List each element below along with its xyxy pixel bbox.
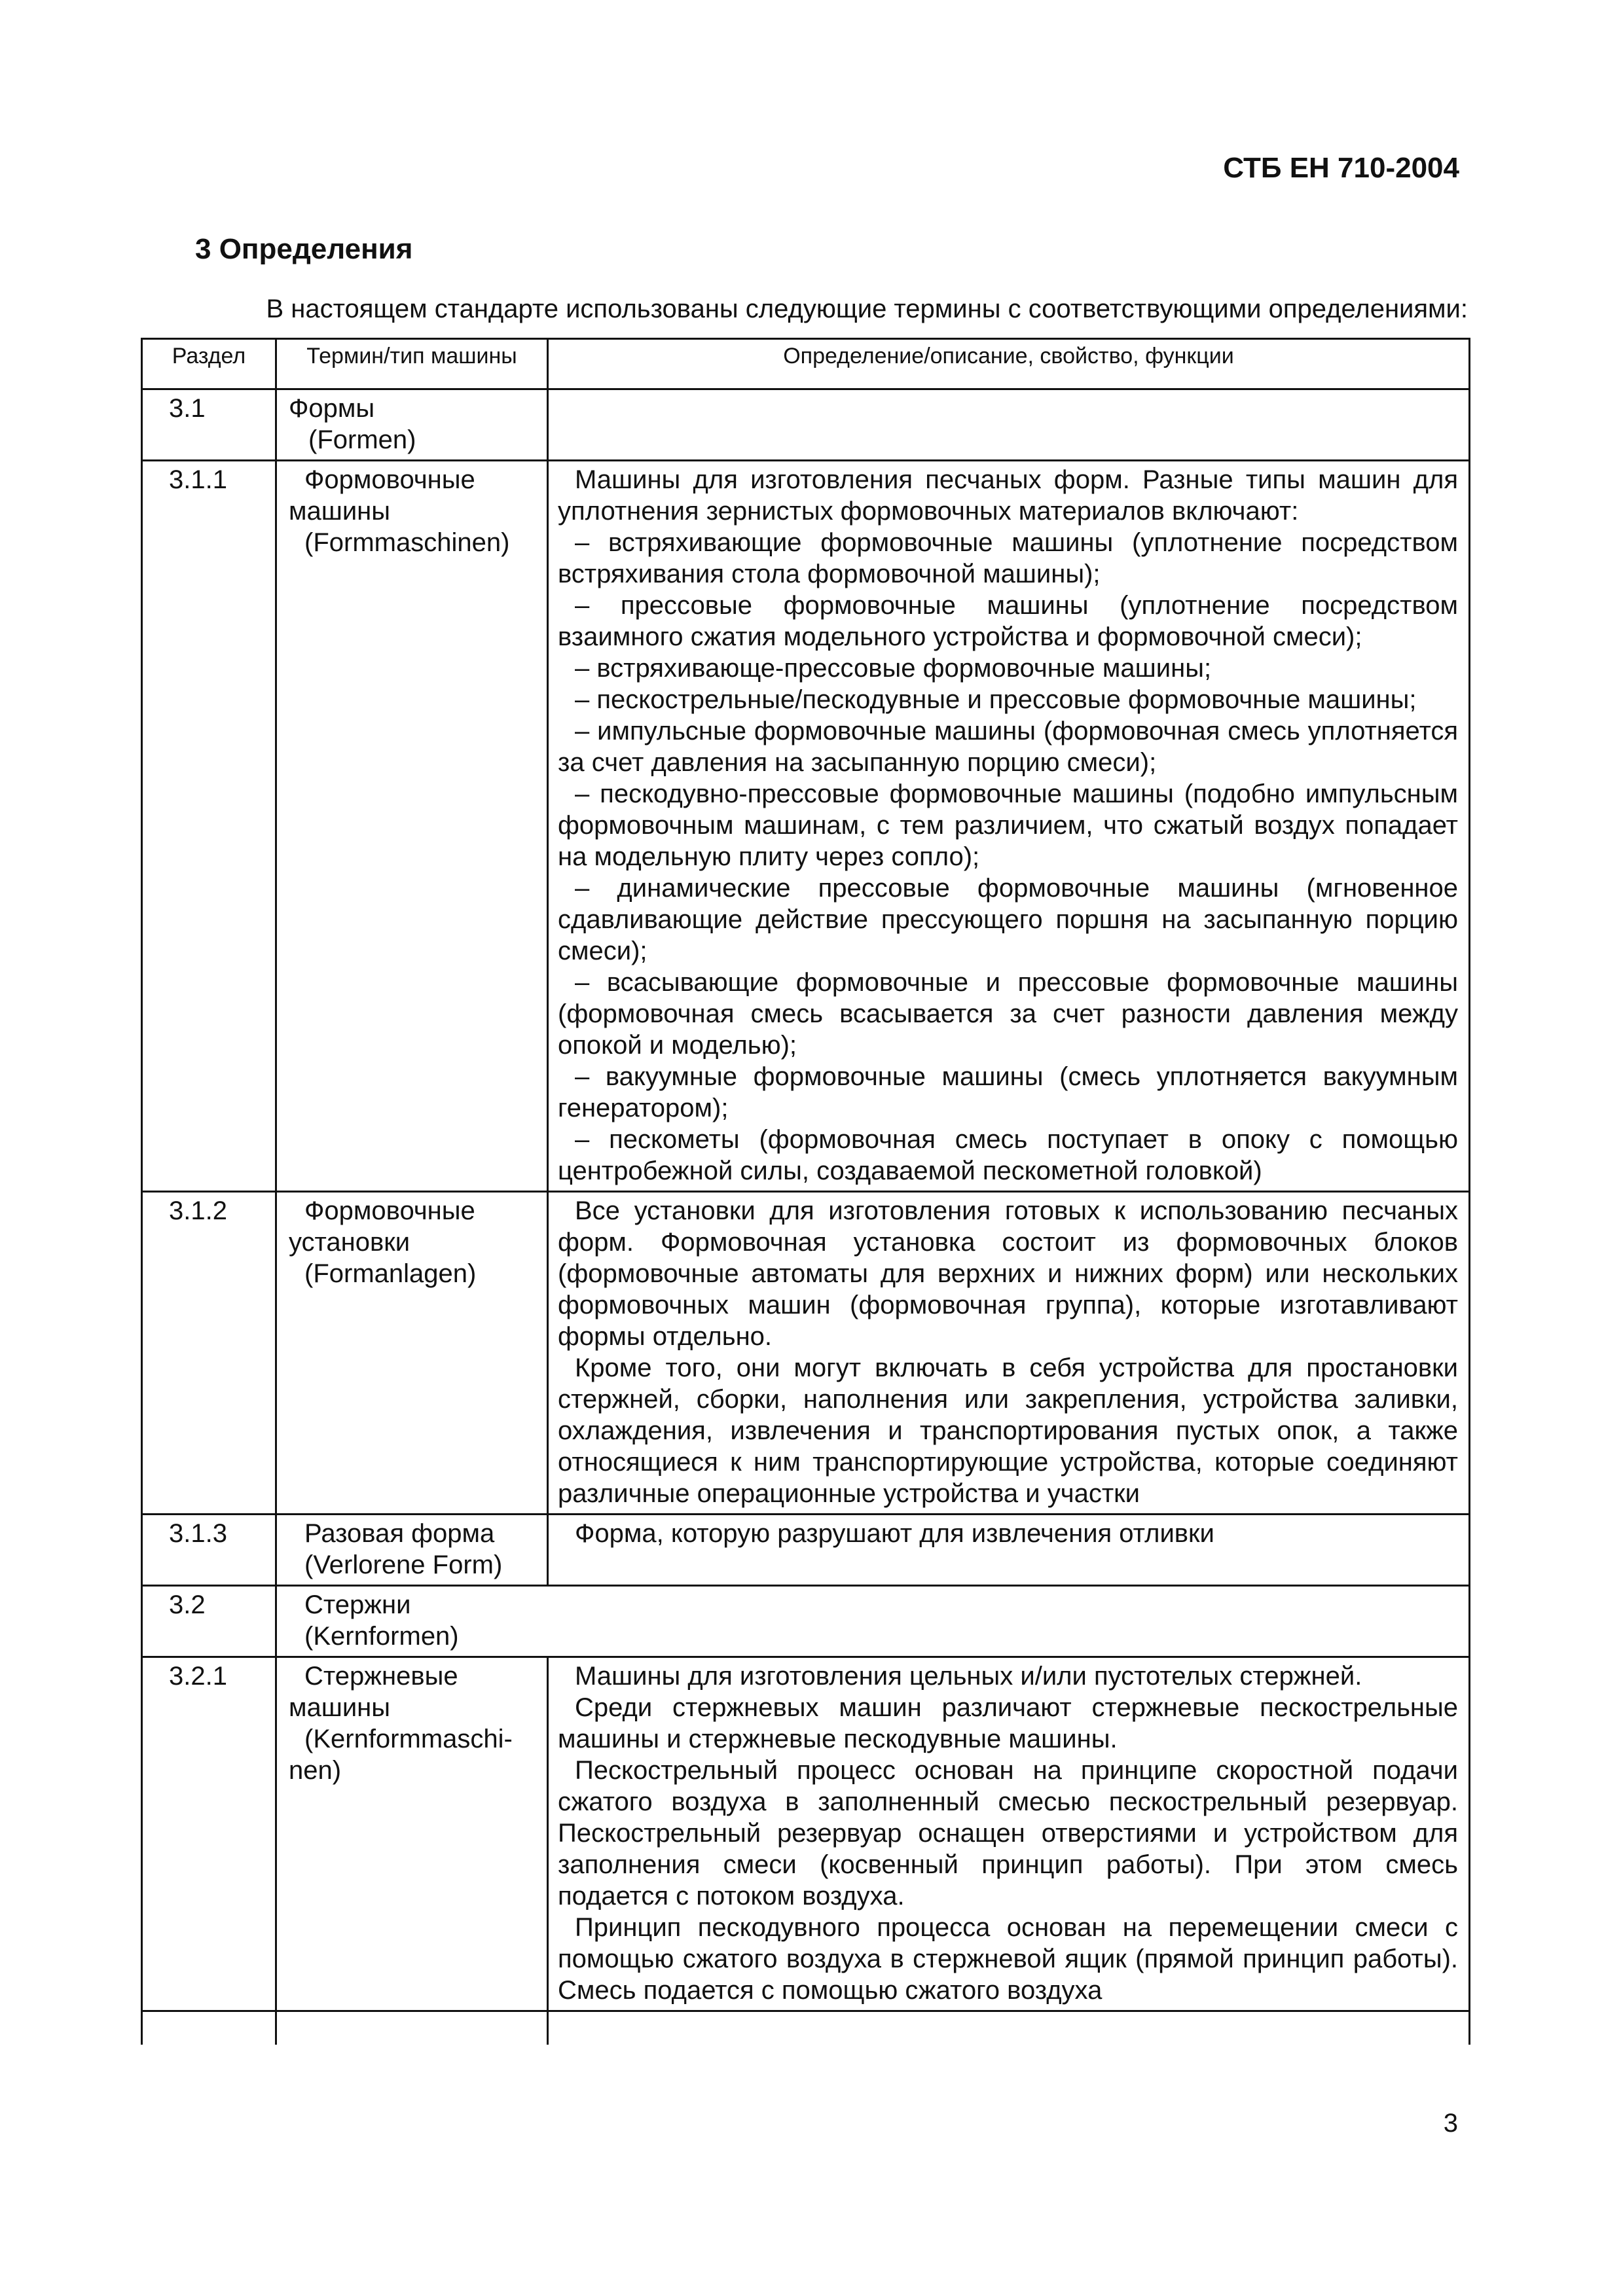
document-code: СТБ ЕН 710-2004 [1223, 152, 1459, 184]
definition-paragraph: – пескодувно-прессовые формовочные машины (подобно импульсным формовочным машинам, с тем различием, что сжатый воздух попадает на модельную плиту через сопло); [558, 780, 1458, 871]
term-line: nen) [289, 1756, 342, 1785]
header-term: Термин/тип машины [276, 339, 548, 389]
header-definition: Определение/описание, свойство, функции [548, 339, 1470, 389]
row-term [276, 1192, 548, 1515]
row-term [276, 461, 548, 1192]
row-definition [548, 461, 1470, 1192]
term-line: Стержневые [304, 1662, 458, 1691]
table-row [142, 1192, 1470, 1515]
header-section: Раздел [142, 339, 276, 389]
definition-paragraph: – динамические прессовые формовочные машины (мгновенное сдавливающие действие прессующего поршня на засыпанную порцию смеси); [558, 874, 1458, 965]
definition-paragraph: Все установки для изготовления готовых к использованию песчаных форм. Формовочная установка состоит из формовочных блоков (формовочные автоматы для верхних и нижних форм) или нескольких формовочных машин (формовочная группа), которые изготавливают формы отдельно. [558, 1196, 1458, 1351]
definition-paragraph: Среди стержневых машин различают стержневые пескострельные машины и стержневые пескодувные машины. [558, 1693, 1458, 1753]
row-term [276, 1515, 548, 1586]
term-line: (Formmaschinen) [304, 528, 510, 557]
table-continuation-row [142, 2011, 1470, 2045]
definition-paragraph: – всасывающие формовочные и прессовые формовочные машины (формовочная смесь всасывается за счет разности давления между опокой и моделью); [558, 968, 1458, 1060]
row-section: 3.2 [142, 1586, 276, 1657]
table-row [142, 389, 1470, 461]
row-section: 3.1.3 [142, 1515, 276, 1586]
row-definition [548, 389, 1470, 461]
section-title: 3 Определения [195, 233, 413, 265]
table-row [142, 1657, 1470, 2011]
table-row [142, 461, 1470, 1192]
definition-paragraph: – пескострельные/пескодувные и прессовые формовочные машины; [575, 685, 1417, 714]
definition-paragraph: Кроме того, они могут включать в себя устройства для простановки стержней, сборки, наполнения или закрепления, устройства заливки, охлаждения, извлечения и транспортирования пустых опок, а также относящиеся к ним транспортирующие устройства, которые соединяют различные операционные устройства и участки [558, 1354, 1458, 1508]
term-line: (Formanlagen) [304, 1259, 477, 1288]
definitions-table [141, 338, 1470, 2045]
term-line: Разовая форма [304, 1519, 495, 1548]
empty-cell [276, 2011, 548, 2045]
table-row [142, 1586, 1470, 1657]
definition-paragraph: – прессовые формовочные машины (уплотнение посредством взаимного сжатия модельного устройства и формовочной смеси); [558, 591, 1458, 651]
definition-paragraph: – пескометы (формовочная смесь поступает в опоку с помощью центробежной силы, создаваемой пескометной головкой) [558, 1125, 1458, 1185]
term-line: установки [289, 1228, 410, 1257]
term-line: Формовочные [304, 465, 475, 494]
row-term [276, 1586, 1470, 1657]
page-number: 3 [1443, 2109, 1458, 2138]
term-line: Формовочные [304, 1196, 475, 1225]
definition-paragraph: – встряхивающие формовочные машины (уплотнение посредством встряхивания стола формовочной машины); [558, 528, 1458, 588]
definition-paragraph: Принцип пескодувного процесса основан на перемещении смеси с помощью сжатого воздуха в стержневой ящик (прямой принцип работы). Смесь подается с помощью сжатого воздуха [558, 1913, 1458, 2005]
row-definition [548, 1657, 1470, 2011]
section-intro: В настоящем стандарте использованы следующие термины с соответствующими определениями: [266, 295, 1468, 323]
table-header-row [142, 339, 1470, 389]
row-section: 3.1.1 [142, 461, 276, 1192]
term-line: (Formen) [308, 425, 416, 454]
term-line: (Kernformmaschi- [304, 1725, 513, 1753]
row-term [276, 1657, 548, 2011]
term-line: (Verlorene Form) [304, 1551, 503, 1579]
row-section: 3.2.1 [142, 1657, 276, 2011]
empty-cell [548, 2011, 1470, 2045]
definition-paragraph: – вакуумные формовочные машины (смесь уплотняется вакуумным генератором); [558, 1062, 1458, 1122]
empty-cell [142, 2011, 276, 2045]
term-line: Формы [289, 394, 375, 423]
row-definition [548, 1515, 1470, 1586]
definition-paragraph: Форма, которую разрушают для извлечения отливки [575, 1519, 1214, 1548]
term-line: Стержни [304, 1590, 411, 1619]
definition-paragraph: – встряхивающе-прессовые формовочные машины; [575, 654, 1212, 683]
row-term [276, 389, 548, 461]
definition-paragraph: Пескострельный процесс основан на принципе скоростной подачи сжатого воздуха в заполненный смесью пескострельный резервуар. Пескострельный резервуар оснащен отверстиями и устройством для заполнения смеси (косвенный принцип работы). При этом смесь подается с потоком воздуха. [558, 1756, 1458, 1910]
definition-paragraph: Машины для изготовления песчаных форм. Разные типы машин для уплотнения зернистых формовочных материалов включают: [558, 465, 1458, 526]
definition-paragraph: – импульсные формовочные машины (формовочная смесь уплотняется за счет давления на засыпанную порцию смеси); [558, 717, 1458, 777]
term-line: машины [289, 1693, 391, 1722]
row-definition [548, 1192, 1470, 1515]
row-section: 3.1 [142, 389, 276, 461]
term-line: (Kernformen) [304, 1622, 459, 1651]
term-line: машины [289, 497, 391, 526]
row-section: 3.1.2 [142, 1192, 276, 1515]
table-row [142, 1515, 1470, 1586]
definition-paragraph: Машины для изготовления цельных и/или пустотелых стержней. [575, 1662, 1362, 1691]
